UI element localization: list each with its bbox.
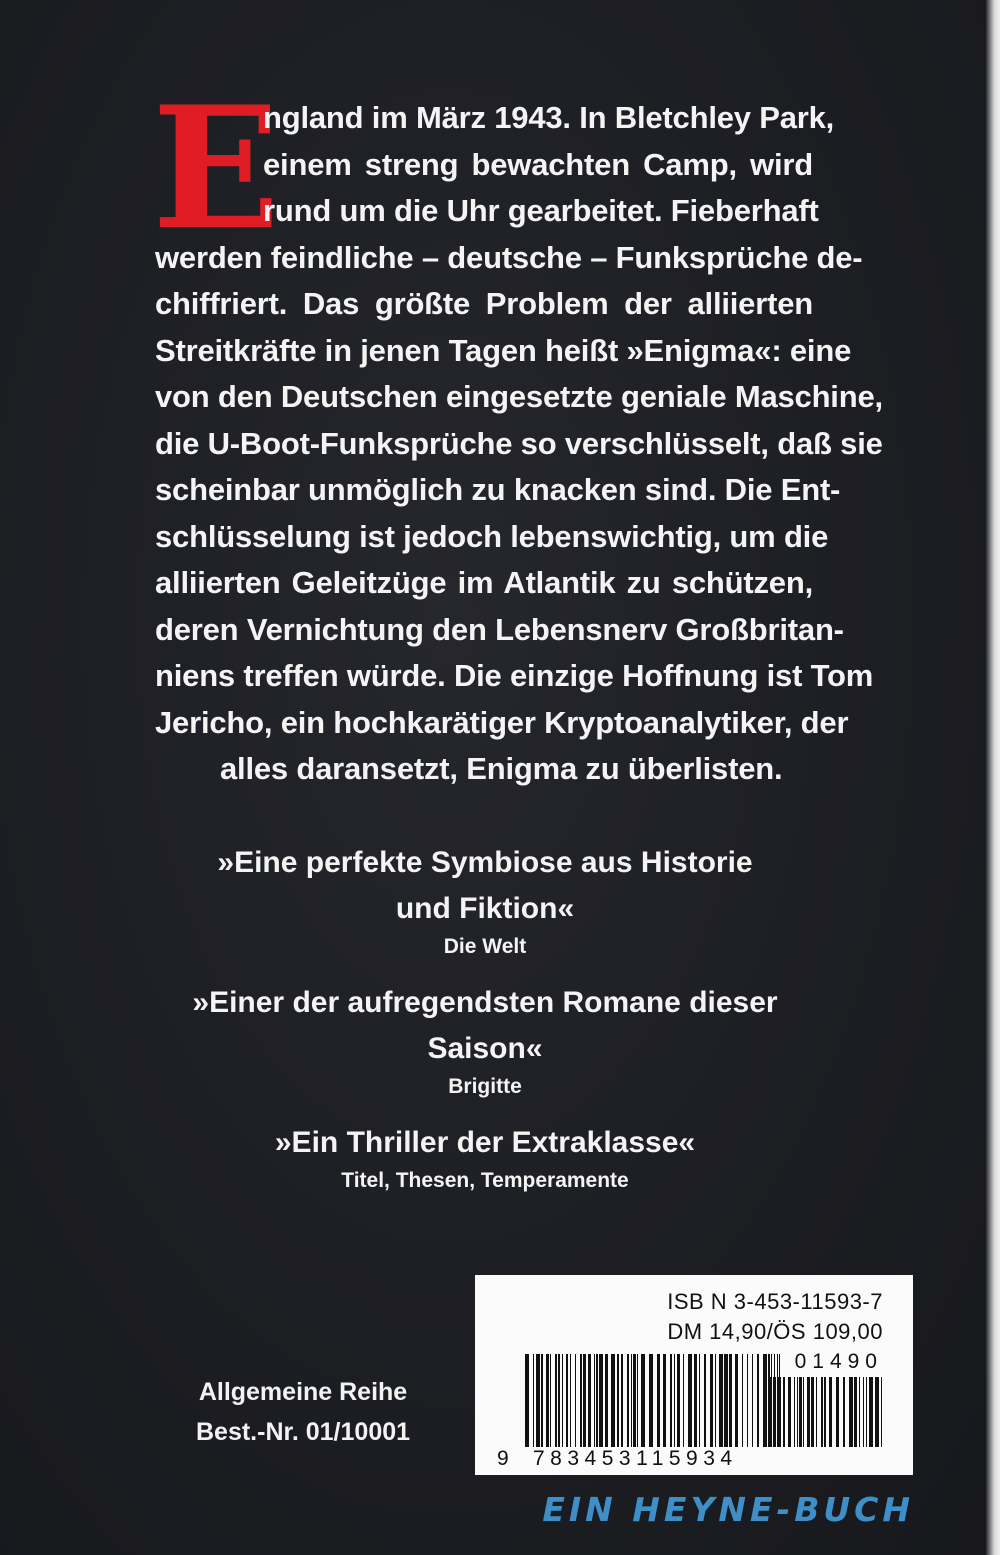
quote-source: Brigitte [448,1075,522,1098]
cover-edge [986,0,1000,1555]
quote-text: »Ein Thriller der Extraklasse« [274,1126,696,1159]
order-number: Best.-Nr. 01/10001 [196,1418,411,1446]
press-quote [140,1120,830,1196]
series-info [196,1372,410,1452]
blurb-line: einem streng bewachten Camp, wird [263,146,813,182]
ean-barcode [525,1354,780,1447]
press-quote [140,840,830,962]
isbn-number: ISB N 3-453-11593-7 [667,1289,883,1314]
quote-text: »Einer der aufregendsten Romane dieser Saison« [192,986,778,1065]
drop-cap-letter: E [152,69,281,267]
quote-source: Die Welt [443,935,527,958]
blurb-line: Streitkräfte in jenen Tagen heißt »Enigma«: eine [155,332,852,368]
blurb-line: die U-Boot-Funksprüche so verschlüsselt, daß sie [155,425,883,461]
blurb-line: rund um die Uhr gearbeitet. Fieberhaft [263,193,819,228]
blurb-line: von den Deutschen eingesetzte geniale Maschine, [155,379,883,414]
blurb-text [155,95,883,793]
blurb-line: alliierten Geleitzüge im Atlantik zu schützen, [155,565,813,600]
quote-text: »Eine perfekte Symbiose aus Historie [217,846,753,879]
quote-text: und Fiktion« [395,892,575,925]
blurb-line: scheinbar unmöglich zu knacken sind. Die Ent- [155,472,841,507]
press-quote [140,980,830,1102]
blurb-line: schlüsselung ist jedoch lebenswichtig, um die [155,518,829,554]
quote-source: Titel, Thesen, Temperamente [341,1169,629,1192]
price-sticker [475,1275,913,1475]
blurb-line: werden feindliche – deutsche – Funksprüche de- [155,239,863,275]
blurb-line: alles daransetzt, Enigma zu überlisten. [220,751,783,786]
press-quotes [140,840,830,1214]
price-label: DM 14,90/ÖS 109,00 [667,1319,883,1344]
blurb-line: chiffriert. Das größte Problem der alliierten [155,286,813,321]
addon-barcode [770,1377,882,1447]
blurb-line: ngland im März 1943. In Bletchley Park, [263,100,835,135]
ean-remaining-digits: 783453115934 [533,1447,738,1470]
blurb-line: niens treffen würde. Die einzige Hoffnung ist Tom [155,658,874,693]
series-name: Allgemeine Reihe [198,1378,408,1406]
publisher-name: EIN HEYNE-BUCH [542,1490,914,1529]
ean-first-digit: 9 [497,1447,510,1470]
blurb-line: deren Vernichtung den Lebensnerv Großbritan- [155,611,844,647]
blurb-line: Jericho, ein hochkarätiger Kryptoanalytiker, der [155,704,849,740]
price-code: 01490 [794,1350,883,1373]
